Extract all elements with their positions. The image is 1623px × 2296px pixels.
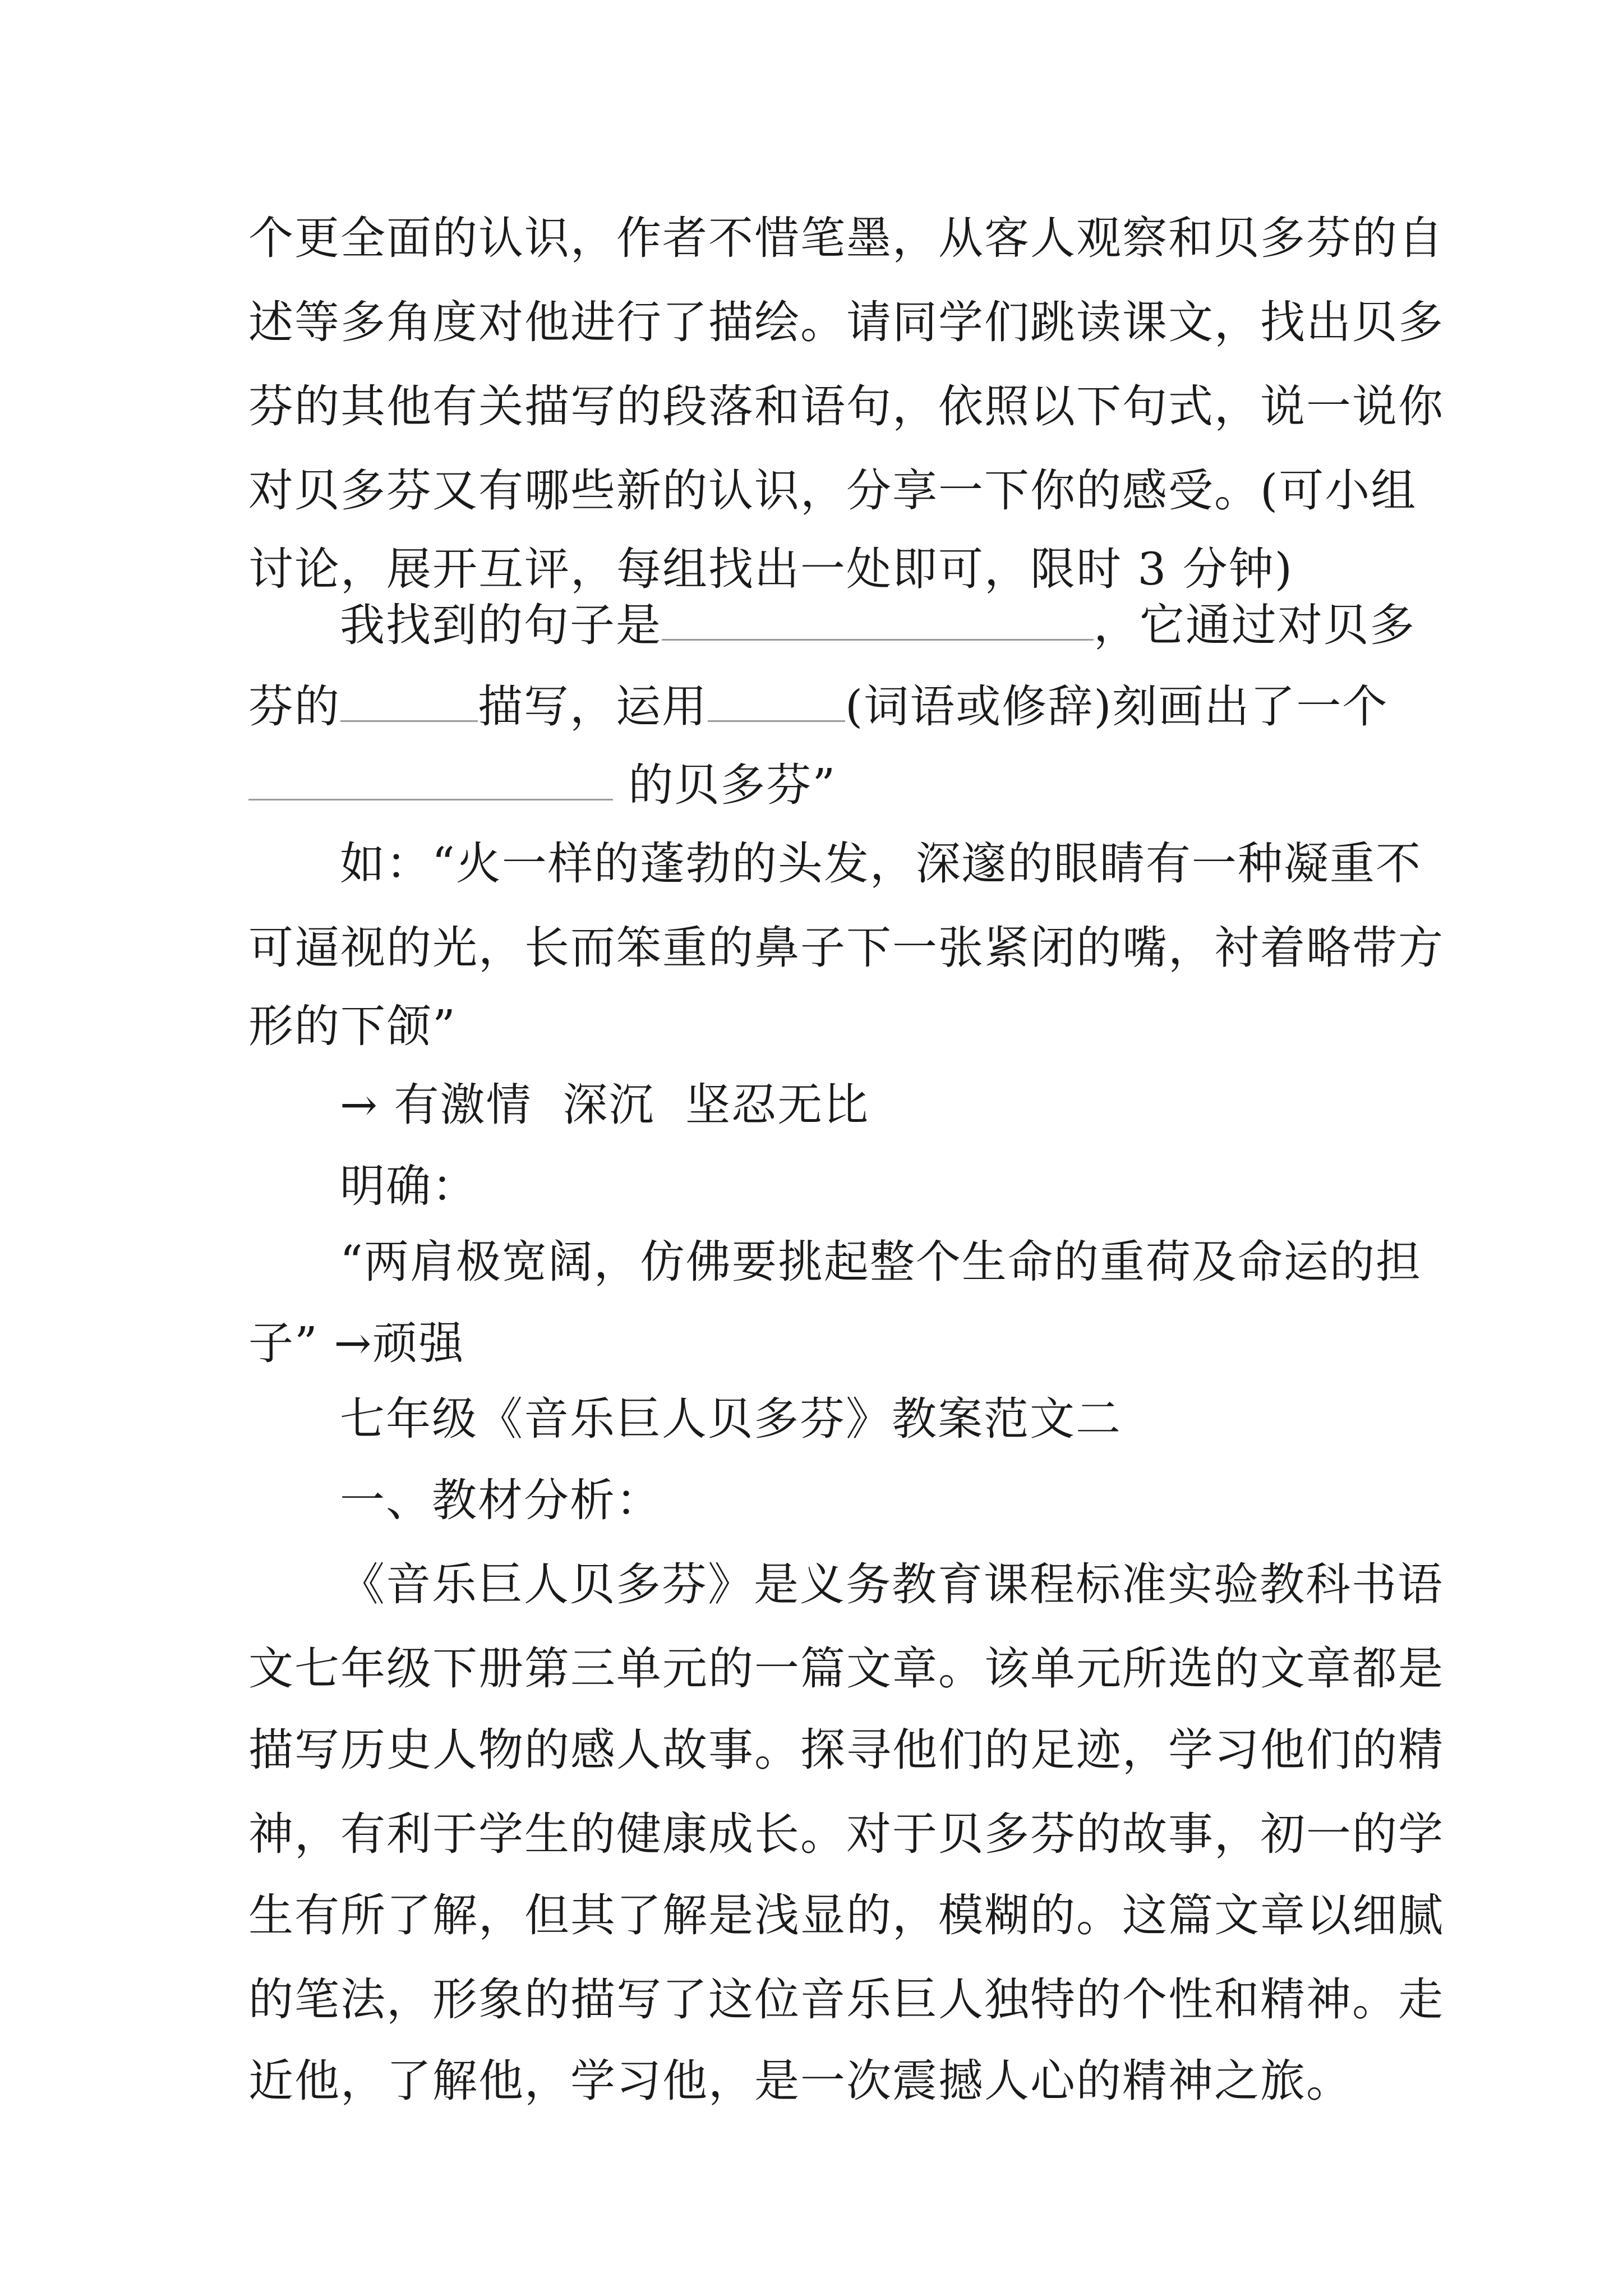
template-text: 芬的	[248, 680, 340, 733]
example-line: 如：“火一样的蓬勃的头发，深邃的眼睛有一种凝重不	[340, 838, 1422, 890]
fill-blank-sentence	[662, 599, 1094, 641]
template-line-2	[248, 679, 1388, 735]
clarify-label: 明确：	[340, 1160, 478, 1212]
analysis-line: 的笔法，形象的描写了这位音乐巨人独特的个性和精神。走	[248, 1973, 1444, 2026]
example-line: 形的下颌”	[248, 1000, 457, 1052]
template-line-3	[248, 757, 836, 813]
analysis-line: 描写历史人物的感人故事。探寻他们的足迹，学习他们的精	[248, 1724, 1444, 1776]
subsection-title: 一、教材分析：	[340, 1474, 662, 1526]
analysis-line: 生有所了解，但其了解是浅显的，模糊的。这篇文章以细腻	[248, 1889, 1444, 1941]
analysis-line: 神，有利于学生的健康成长。对于贝多芬的故事，初一的学	[248, 1808, 1444, 1860]
template-text: ，它通过对贝多	[1094, 599, 1415, 651]
template-line-1	[340, 597, 1415, 654]
fill-blank-image	[248, 758, 613, 800]
paragraph-line: 对贝多芬又有哪些新的认识，分享一下你的感受。(可小组	[248, 464, 1417, 517]
template-text: 描写，运用	[478, 680, 708, 733]
template-text: (词语或修辞)刻画出了一个	[845, 680, 1389, 733]
clarify-quote-line: “两肩极宽阔，仿佛要挑起整个生命的重荷及命运的担	[340, 1236, 1422, 1288]
example-line: 可逼视的光，长而笨重的鼻子下一张紧闭的嘴，衬着略带方	[248, 922, 1444, 974]
template-text: 我找到的句子是	[340, 599, 662, 651]
analysis-line: 近他，了解他，学习他，是一次震撼人心的精神之旅。	[248, 2055, 1352, 2107]
clarify-quote-line: 子” →顽强	[248, 1317, 465, 1369]
arrow-result-line: → 有激情 深沉 坚忍无比	[340, 1079, 870, 1131]
paragraph-line: 讨论，展开互评，每组找出一处即可，限时 3 分钟)	[248, 543, 1293, 595]
template-text: 的贝多芬”	[613, 759, 837, 811]
paragraph-line: 述等多角度对他进行了描绘。请同学们跳读课文，找出贝多	[248, 296, 1444, 348]
analysis-line: 文七年级下册第三单元的一篇文章。该单元所选的文章都是	[248, 1642, 1444, 1695]
fill-blank-aspect	[340, 680, 478, 722]
fill-blank-rhetoric	[708, 680, 845, 722]
paragraph-line: 芬的其他有关描写的段落和语句，依照以下句式，说一说你	[248, 380, 1444, 432]
paragraph-line: 个更全面的认识，作者不惜笔墨，从客人观察和贝多芬的自	[248, 212, 1444, 264]
section-title: 七年级《音乐巨人贝多芬》教案范文二	[340, 1393, 1122, 1445]
analysis-line: 《音乐巨人贝多芬》是义务教育课程标准实验教科书语	[340, 1558, 1444, 1611]
